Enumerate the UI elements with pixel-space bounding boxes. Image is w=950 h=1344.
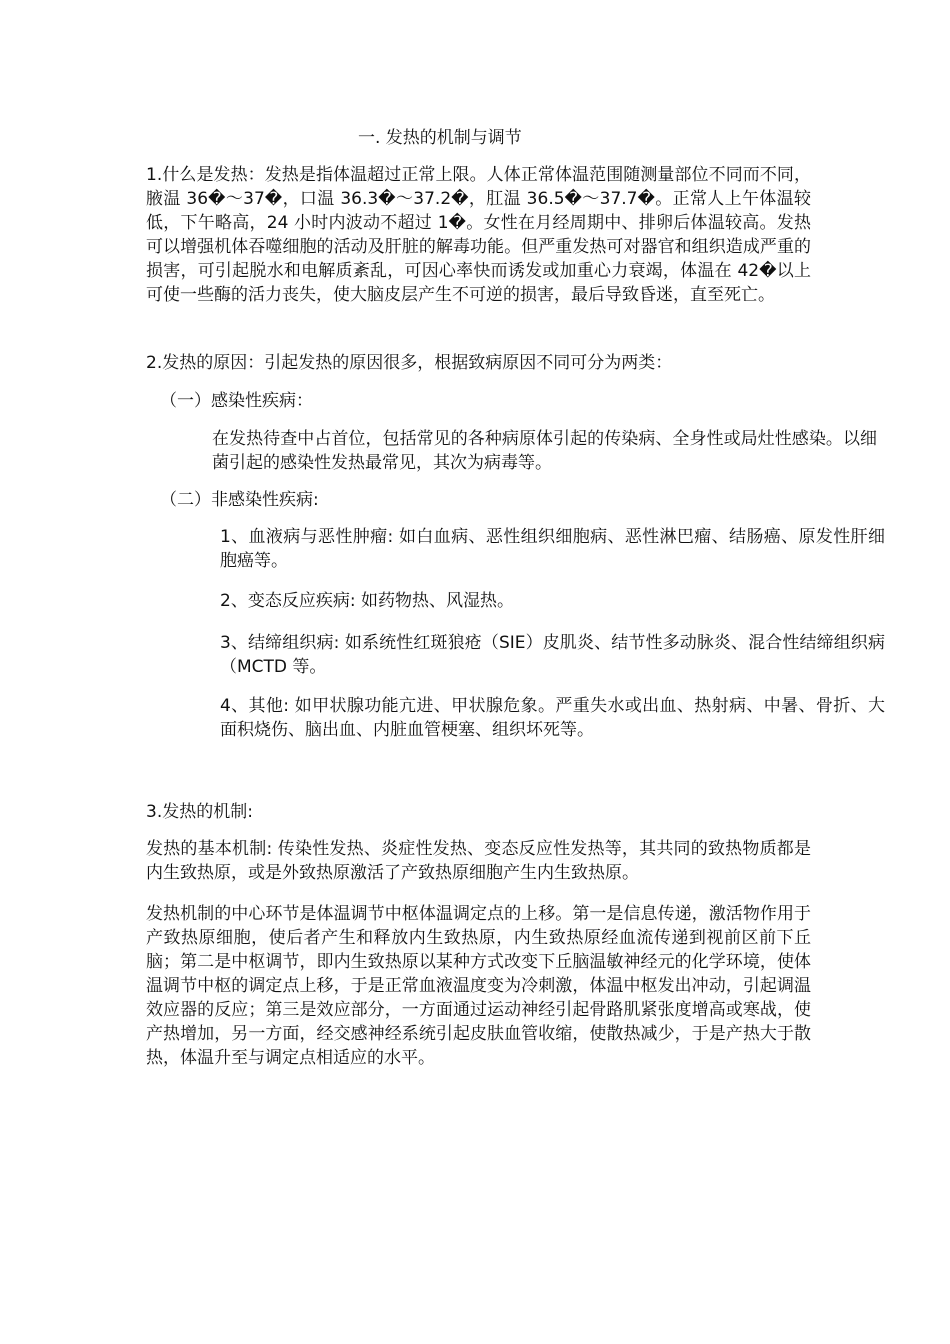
mechanism-center-paragraph: 发热机制的中心环节是体温调节中枢体温调定点的上移。第一是信息传递，激活物作用于产致热原细胞，使后者产生和释放内生致热原，内生致热原经血流传递到视前区前下丘脑；第二是中枢调节，即内生致热原以某种方式改变下丘脑温敏神经元的化学环境，使体温调节中枢的调定点上移，于是正常血液温度变为冷刺激，体温中枢发出冲动，引起调温效应器的反应；第三是效应部分，一方面通过运动神经引起骨路肌紧张度增高或寒战，使产热增加，另一方面，经交感神经系统引起皮肤血管收缩，使散热减少，于是产热大于散热，体温升至与调定点相适应的水平。 [146, 904, 811, 1068]
noninfectious-item: 1、血液病与恶性肿瘤: 如白血病、恶性组织细胞病、恶性淋巴瘤、结肠癌、原发性肝细胞癌等。 [220, 527, 885, 571]
noninfectious-item: 3、结缔组织病: 如系统性红斑狼疮（SIE）皮肌炎、结节性多动脉炎、混合性结缔组织病（MCTD 等。 [220, 633, 885, 677]
infectious-heading: （一）感染性疾病： [160, 391, 313, 411]
document-title: 一. 发热的机制与调节 [358, 128, 522, 148]
mechanism-heading: 3.发热的机制: [146, 802, 253, 822]
infectious-paragraph: 在发热待查中占首位，包括常见的各种病原体引起的传染病、全身性或局灶性感染。以细菌引起的感染性发热最常见，其次为病毒等。 [212, 429, 877, 473]
section-intro-paragraph: 1.什么是发热：发热是指体温超过正常上限。人体正常体温范围随测量部位不同而不同，腋温 36�～37�，口温 36.3�～37.2�，肛温 36.5�～37.7�。正常人上午体温较低，下午略高，24 小时内波动不超过 1�。女性在月经周期中、排卵后体温较高。发热可以增强机体吞噬细胞的活动及肝脏的解毒功能。但严重发热可对器官和组织造成严重的损害，可引起脱水和电解质紊乱，可因心率快而诱发或加重心力衰竭，体温在 42�以上可使一些酶的活力丧失，使大脑皮层产生不可逆的损害，最后导致昏迷，直至死亡。 [146, 165, 811, 305]
noninfectious-item: 2、变态反应疾病: 如药物热、风湿热。 [220, 591, 514, 611]
section-reasons-heading: 2.发热的原因：引起发热的原因很多，根据致病原因不同可分为两类： [146, 353, 673, 373]
noninfectious-heading: （二）非感染性疾病: [160, 490, 319, 510]
mechanism-basic-paragraph: 发热的基本机制: 传染性发热、炎症性发热、变态反应性发热等，其共同的致热物质都是内生致热原，或是外致热原激活了产致热原细胞产生内生致热原。 [146, 839, 811, 883]
noninfectious-item: 4、其他: 如甲状腺功能亢进、甲状腺危象。严重失水或出血、热射病、中暑、骨折、大面积烧伤、脑出血、内脏血管梗塞、组织坏死等。 [220, 696, 885, 740]
